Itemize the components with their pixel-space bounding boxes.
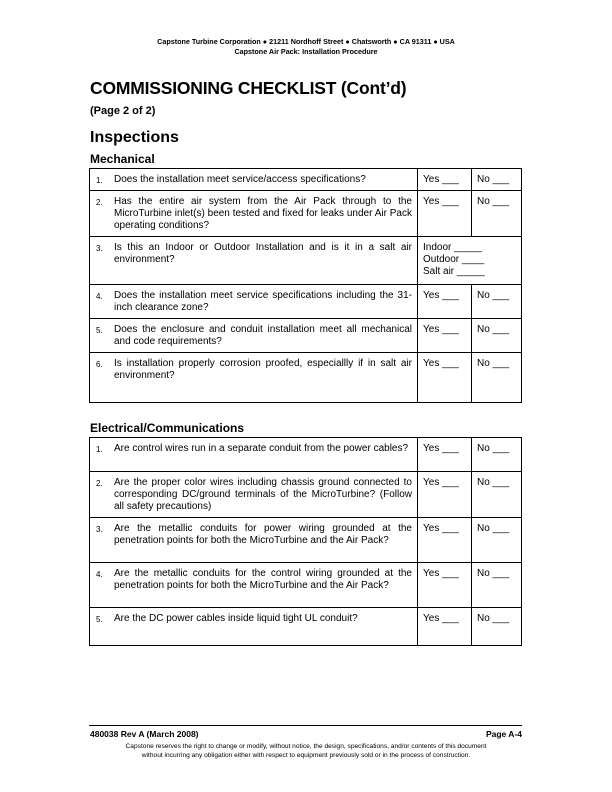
footer-divider <box>89 725 522 726</box>
no-field[interactable]: No ___ <box>472 563 522 608</box>
question-text: Does the installation meet service/access specifications? <box>114 174 366 185</box>
page-title: COMMISSIONING CHECKLIST (Cont’d) <box>90 78 407 98</box>
item-number: 1. <box>96 445 103 454</box>
location-options-cell <box>418 237 522 285</box>
yes-field[interactable]: Yes ___ <box>418 169 472 191</box>
yes-field[interactable]: Yes ___ <box>418 191 472 237</box>
item-number: 1. <box>96 176 103 185</box>
item-number: 4. <box>96 292 103 301</box>
table-row <box>90 518 522 563</box>
question-text: Does the enclosure and conduit installation meet all mechanical and code requirements? <box>114 324 412 347</box>
page-of-label: (Page 2 of 2) <box>90 105 156 117</box>
table-row <box>90 472 522 518</box>
electrical-checklist-table <box>89 437 522 646</box>
item-number: 2. <box>96 479 103 488</box>
question-cell <box>90 285 418 319</box>
table-row <box>90 353 522 403</box>
question-text: Are the metallic conduits for the control wiring grounded at the penetration points for both the MicroTurbine and the Air Pack? <box>114 568 412 591</box>
table-row <box>90 563 522 608</box>
disclaimer-line: without incurring any obligation either with respect to equipment previously sold or in the process of construction. <box>141 752 471 759</box>
yes-field[interactable]: Yes ___ <box>418 608 472 646</box>
item-number: 3. <box>96 244 103 253</box>
electrical-heading: Electrical/Communications <box>90 421 245 435</box>
yes-field[interactable]: Yes ___ <box>418 285 472 319</box>
question-cell <box>90 472 418 518</box>
mechanical-heading: Mechanical <box>90 152 155 166</box>
question-cell <box>90 518 418 563</box>
question-cell <box>90 563 418 608</box>
table-row <box>90 608 522 646</box>
salt-air-field[interactable]: Salt air _____ <box>423 266 485 277</box>
table-row <box>90 237 522 285</box>
question-cell <box>90 608 418 646</box>
outdoor-field[interactable]: Outdoor ____ <box>423 254 485 265</box>
no-field[interactable]: No ___ <box>472 472 522 518</box>
no-field[interactable]: No ___ <box>472 353 522 403</box>
header-document-line: Capstone Air Pack: Installation Procedure <box>234 47 378 56</box>
table-row <box>90 285 522 319</box>
item-number: 5. <box>96 615 103 624</box>
yes-field[interactable]: Yes ___ <box>418 319 472 353</box>
document-id: 480038 Rev A (March 2008) <box>90 729 199 739</box>
question-text: Does the installation meet service specifications including the 31-inch clearance zone? <box>114 290 412 313</box>
no-field[interactable]: No ___ <box>472 319 522 353</box>
table-row <box>90 169 522 191</box>
question-text: Are control wires run in a separate conduit from the power cables? <box>114 443 409 454</box>
no-field[interactable]: No ___ <box>472 518 522 563</box>
question-text: Are the metallic conduits for power wiring grounded at the penetration points for both the MicroTurbine and the Air Pack? <box>114 523 412 546</box>
disclaimer-line: Capstone reserves the right to change or modify, without notice, the design, specifications, and/or contents of this document <box>125 743 487 750</box>
no-field[interactable]: No ___ <box>472 191 522 237</box>
item-number: 6. <box>96 360 103 369</box>
no-field[interactable]: No ___ <box>472 438 522 472</box>
mechanical-checklist-table <box>89 168 522 403</box>
question-text: Are the DC power cables inside liquid tight UL conduit? <box>114 613 358 624</box>
question-text: Are the proper color wires including chassis ground connected to corresponding DC/ground terminals of the MicroTurbine? (Follow all safety precautions) <box>114 477 412 512</box>
page-header <box>0 37 612 57</box>
item-number: 4. <box>96 570 103 579</box>
question-cell <box>90 169 418 191</box>
question-cell <box>90 353 418 403</box>
table-row <box>90 191 522 237</box>
no-field[interactable]: No ___ <box>472 169 522 191</box>
inspections-heading: Inspections <box>90 129 179 146</box>
item-number: 3. <box>96 525 103 534</box>
yes-field[interactable]: Yes ___ <box>418 472 472 518</box>
yes-field[interactable]: Yes ___ <box>418 518 472 563</box>
yes-field[interactable]: Yes ___ <box>418 353 472 403</box>
header-company-line: Capstone Turbine Corporation ● 21211 Nordhoff Street ● Chatsworth ● CA 91311 ● USA <box>157 37 455 46</box>
question-cell <box>90 438 418 472</box>
question-cell <box>90 319 418 353</box>
table-row <box>90 438 522 472</box>
page-number: Page A-4 <box>485 729 522 739</box>
no-field[interactable]: No ___ <box>472 608 522 646</box>
footer-disclaimer <box>90 742 522 760</box>
question-text: Has the entire air system from the Air Pack through to the MicroTurbine inlet(s) been tested and fixed for leaks under Air Pack operating conditions? <box>114 196 412 231</box>
question-cell <box>90 191 418 237</box>
item-number: 2. <box>96 198 103 207</box>
question-cell <box>90 237 418 285</box>
table-row <box>90 319 522 353</box>
no-field[interactable]: No ___ <box>472 285 522 319</box>
question-text: Is this an Indoor or Outdoor Installation and is it in a salt air environment? <box>114 242 412 265</box>
indoor-field[interactable]: Indoor _____ <box>423 242 482 253</box>
yes-field[interactable]: Yes ___ <box>418 563 472 608</box>
question-text: Is installation properly corrosion proofed, especiallly if in salt air environment? <box>114 358 412 381</box>
yes-field[interactable]: Yes ___ <box>418 438 472 472</box>
item-number: 5. <box>96 326 103 335</box>
